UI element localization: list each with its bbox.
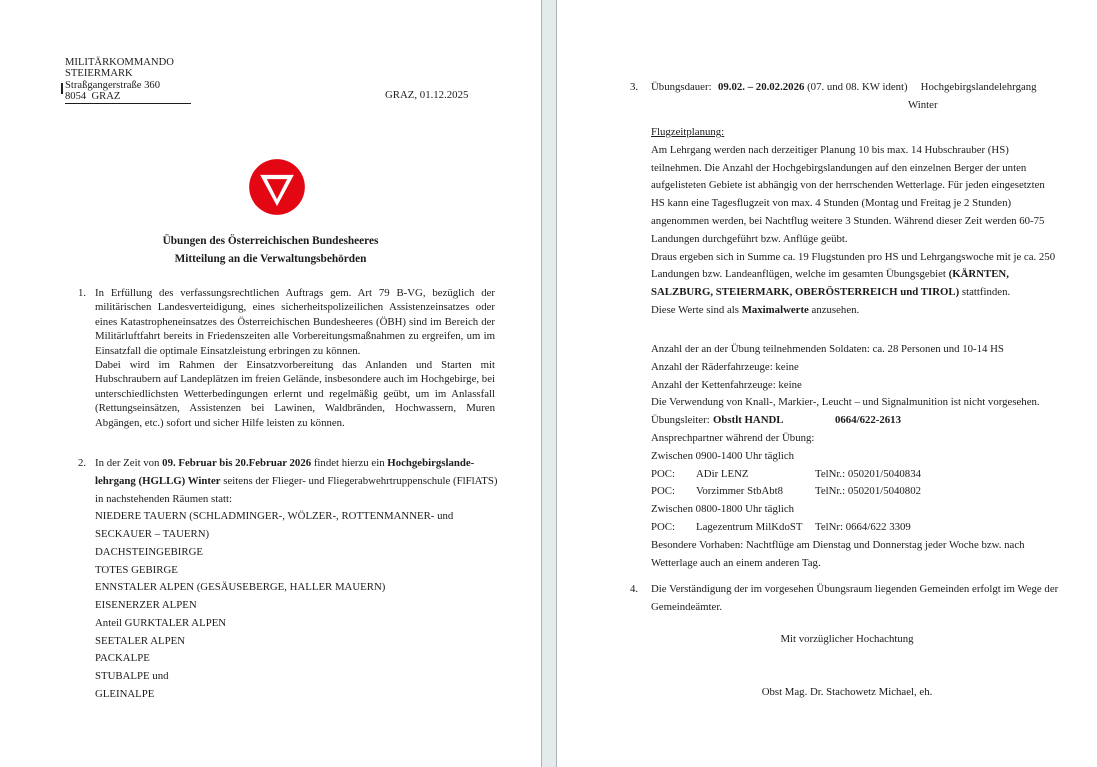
detail-line: Die Verwendung von Knall-, Markier-, Leucht – und Signalmunition ist nicht vorgesehen. [651,396,1040,409]
detail-line: POC: Lagezentrum MilKdoST TelNr: 0664/622 3309 [651,520,911,533]
flight-plan-line: Landungen durchgeführt bzw. Anflüge geübt. [651,232,848,245]
detail-line: Anzahl der an der Übung teilnehmenden Soldaten: ca. 28 Personen und 10-14 HS [651,343,1004,355]
area-line: SECKAUER – TAUERN) [95,528,210,540]
section-3 [630,79,1037,115]
intro-line: In der Zeit von 09. Februar bis 20.Februar 2026 findet hierzu ein Hochgebirgslande- [95,457,475,469]
area-line: NIEDERE TAUERN (SCHLADMINGER-, WÖLZER-, ROTTENMANNER- und [95,510,454,523]
paragraph: In Erfüllung des verfassungsrechtlichen Auftrags gem. Art 79 B-VG, bezüglich der militärischen Landesverteidigung, eines sicherheitspolizeilichen Assistenzeinsatzes oder eines Katastropheneinsatzes des Österreichischen Bundesheeres (ÖBH) sind im Bereich der Militärluftfahrt bereits in Friedenszeiten alle Vorbereitungsmaßnahmen zu ergreifen, um im Einsatzfall die optimale Einsatzleistung erbringen zu können. [95,287,495,357]
area-line: GLEINALPE [95,687,155,700]
detail-line: Wetterlage auch an einem anderen Tag. [651,556,821,569]
flight-plan-line: Flugzeitplanung: [651,126,725,138]
area-line: EISENERZER ALPEN [95,599,197,611]
area-line: ENNSTALER ALPEN (GESÄUSEBERGE, HALLER MAUERN) [95,581,386,594]
detail-line: Anzahl der Kettenfahrzeuge: keine [651,378,802,391]
flight-plan-line: HS kann eine Tagesflugzeit von max. 4 Stunden (Montag und Freitag je 2 Stunden) [651,197,1012,210]
area-line: PACKALPE [95,652,150,665]
document-title [0,233,541,268]
austrian-bundesheer-roundel-icon [248,158,306,216]
page-1 [0,0,541,767]
flight-plan-line: teilnehmen. Die Anzahl der Hochgebirgslandungen auf den einzelnen Berger der unten [651,161,1027,174]
flight-plan-line: Am Lehrgang werden nach derzeitiger Planung 10 bis max. 14 Hubschrauber (HS) [651,143,1009,156]
sender-line: MILITÄRKOMMANDO [65,57,174,68]
sender-line: STEIERMARK [65,68,133,80]
detail-line: Zwischen 0900-1400 Uhr täglich [651,449,795,462]
sender-city-line: 8054 GRAZ [65,91,191,104]
text-cursor [61,83,63,94]
signature-line: Obst Mag. Dr. Stachowetz Michael, eh. [761,686,933,698]
sender-line: Straßgangerstraße 360 [65,79,161,91]
notification-line: Gemeindeämter. [651,600,723,613]
area-line: TOTES GEBIRGE [95,563,178,576]
date-line: GRAZ, 01.12.2025 [385,89,469,101]
detail-line: POC: ADir LENZ TelNr.: 050201/5040834 [651,467,922,480]
detail-line: Anzahl der Räderfahrzeuge: keine [651,360,799,373]
detail-line: Übungsleiter: Obstlt HANDL 0664/622-2613 [651,414,901,427]
title-line: Übungen des Österreichischen Bundesheeres [162,235,379,247]
title-line: Mitteilung an die Verwaltungsbehörden [174,252,367,265]
section-1-body [95,286,495,430]
sender-address [65,57,174,91]
flight-plan-line: Diese Werte sind als Maximalwerte anzusehen. [651,303,860,316]
paragraph: Dabei wird im Rahmen der Einsatzvorbereitung das Anlanden und Starten mit Hubschraubern auf Landeplätzen im freien Gelände, insbesondere auch im Hochgebirge, bei unterschiedlichsten Wetterbedingungen erlernt und regelmäßig geübt, um im Anlassfall (Rettungseinsätzen, Assistenzen bei Lawinen, Waldbränden, Hochwassern, Muren Abgängen, etc.) sofort und sicher Hilfe leisten zu können. [95,359,495,429]
flight-plan-line: angenommen werden, bei Nachtflug weitere 3 Stunden. Während dieser Zeit werden 60-75 [651,214,1045,227]
detail-line: Zwischen 0800-1800 Uhr täglich [651,503,795,516]
flight-plan-line: Draus ergeben sich in Summe ca. 19 Flugstunden pro HS und Lehrgangswoche mit je ca. 250 [651,250,1056,263]
item-number: 2. [78,457,87,469]
intro-line: lehrgang (HGLLG) Winter seitens der Flieger- und Fliegerabwehrtruppenschule (FlFlATS) [95,474,498,487]
detail-line: Besondere Vorhaben: Nachtflüge am Dienstag und Donnerstag jeder Woche bzw. nach [651,538,1025,551]
section-2-intro [95,455,523,508]
area-line: DACHSTEINGEBIRGE [95,545,203,558]
closing-formula: Mit vorzüglicher Hochachtung [780,633,914,645]
intro-line: in nachstehenden Räumen statt: [95,492,233,505]
page-2 [557,0,1097,767]
exercise-duration-line: Winter [908,98,938,111]
detail-line: Ansprechpartner während der Übung: [651,431,815,444]
area-line: Anteil GURKTALER ALPEN [95,616,227,629]
flight-plan-line: SALZBURG, STEIERMARK, OBERÖSTERREICH und TIROL) stattfinden. [651,286,1011,299]
area-line: SEETALER ALPEN [95,634,186,647]
section-2-body [95,455,523,704]
detail-line: POC: Vorzimmer StbAbt8 TelNr.: 050201/5040802 [651,485,922,498]
page-divider [541,0,557,767]
section-4 [630,581,1058,617]
area-line: STUBALPE und [95,670,169,682]
exercise-details [651,341,1040,572]
flight-plan-line: Landungen bzw. Landeanflügen, welche im gesamten Übungsgebiet (KÄRNTEN, [651,268,1009,281]
item-number: 1. [78,287,87,299]
flight-time-plan [651,124,1055,320]
exercise-duration-line: 3. Übungsdauer: 09.02. – 20.02.2026 (07. und 08. KW ident) Hochgebirgslandelehrgang [630,81,1037,93]
flight-plan-line: aufgelisteten Gebiete ist abhängig von der herrschenden Wetterlage. Für jeden eingesetzten [651,179,1045,192]
section-2 [78,455,523,704]
notification-line: 4. Die Verständigung der im vorgesehen Übungsraum liegenden Gemeinden erfolgt im Wege der [630,583,1059,595]
section-1 [78,286,495,430]
exercise-areas-list [95,508,523,703]
